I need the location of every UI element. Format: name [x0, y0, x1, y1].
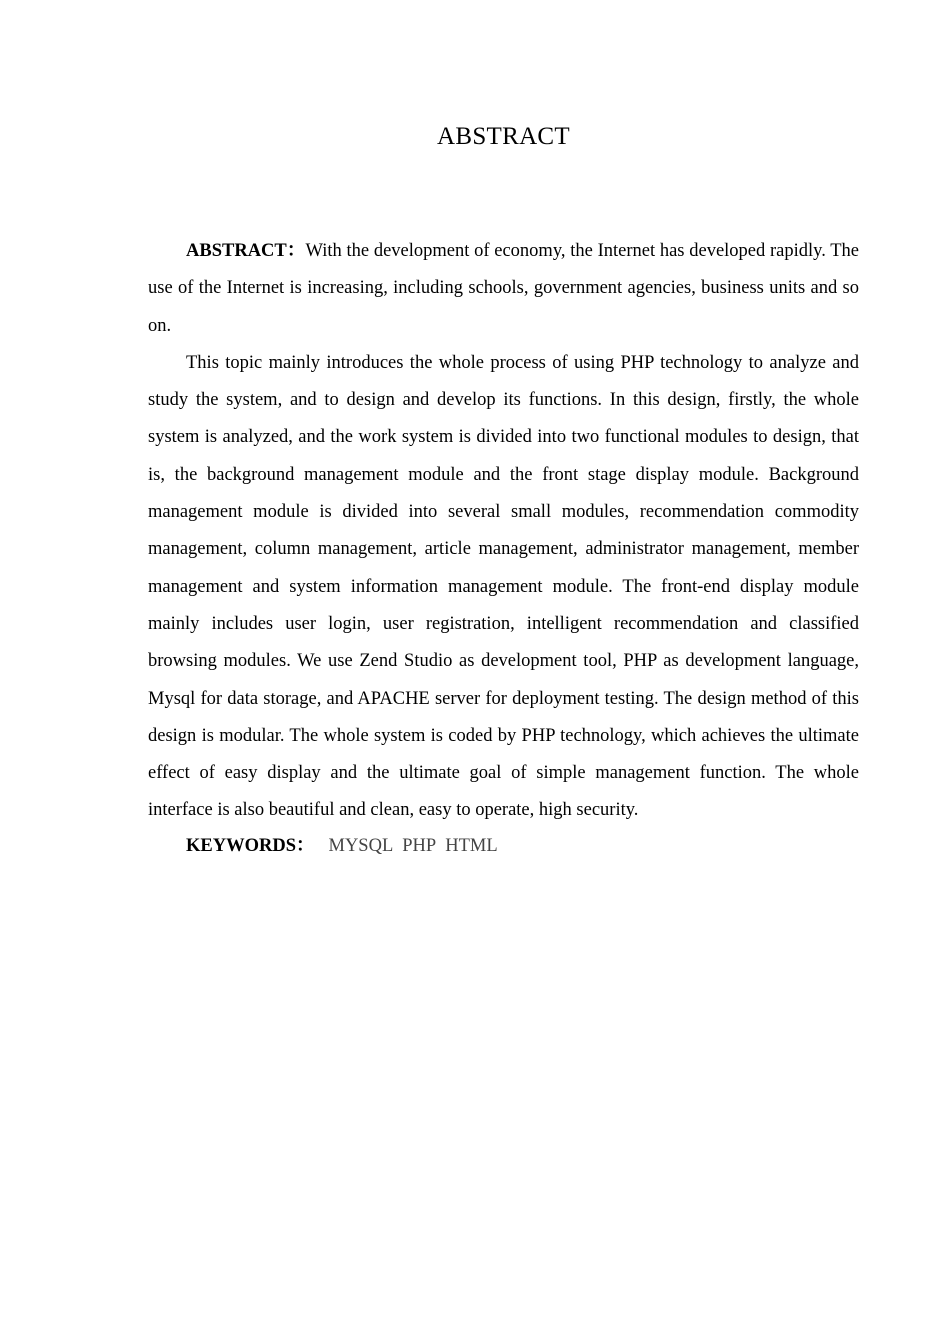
keyword-item: HTML [445, 835, 498, 856]
abstract-paragraph-1 [148, 233, 859, 345]
keyword-item: PHP [402, 835, 437, 856]
abstract-paragraph-2: This topic mainly introduces the whole process of using PHP technology to analyze and study the system, and to design and develop its functions. In this design, firstly, the whole system is analyzed, and the work system is divided into two functional modules to design, that is, the background management module and the front stage display module. Background management module is divided into several small modules, recommendation commodity management, column management, article management, administrator management, member management and system information management module. The front-end display module mainly includes user login, user registration, intelligent recommendation and classified browsing modules. We use Zend Studio as development tool, PHP as development language, Mysql for data storage, and APACHE server for deployment testing. The design method of this design is modular. The whole system is coded by PHP technology, which achieves the ultimate effect of easy display and the ultimate goal of simple management function. The whole interface is also beautiful and clean, easy to operate, high security. [148, 352, 859, 821]
abstract-paragraph-1-text: With the development of economy, the Internet has developed rapidly. The use of the Internet is increasing, including schools, government agencies, business units and so on. [148, 241, 859, 336]
abstract-label: ABSTRACT： [186, 241, 306, 261]
keyword-item: MYSQL [328, 835, 394, 856]
keywords-label: KEYWORDS： [186, 835, 315, 856]
keywords-line [148, 830, 859, 862]
abstract-body [148, 233, 859, 862]
page-title: ABSTRACT [437, 123, 570, 150]
